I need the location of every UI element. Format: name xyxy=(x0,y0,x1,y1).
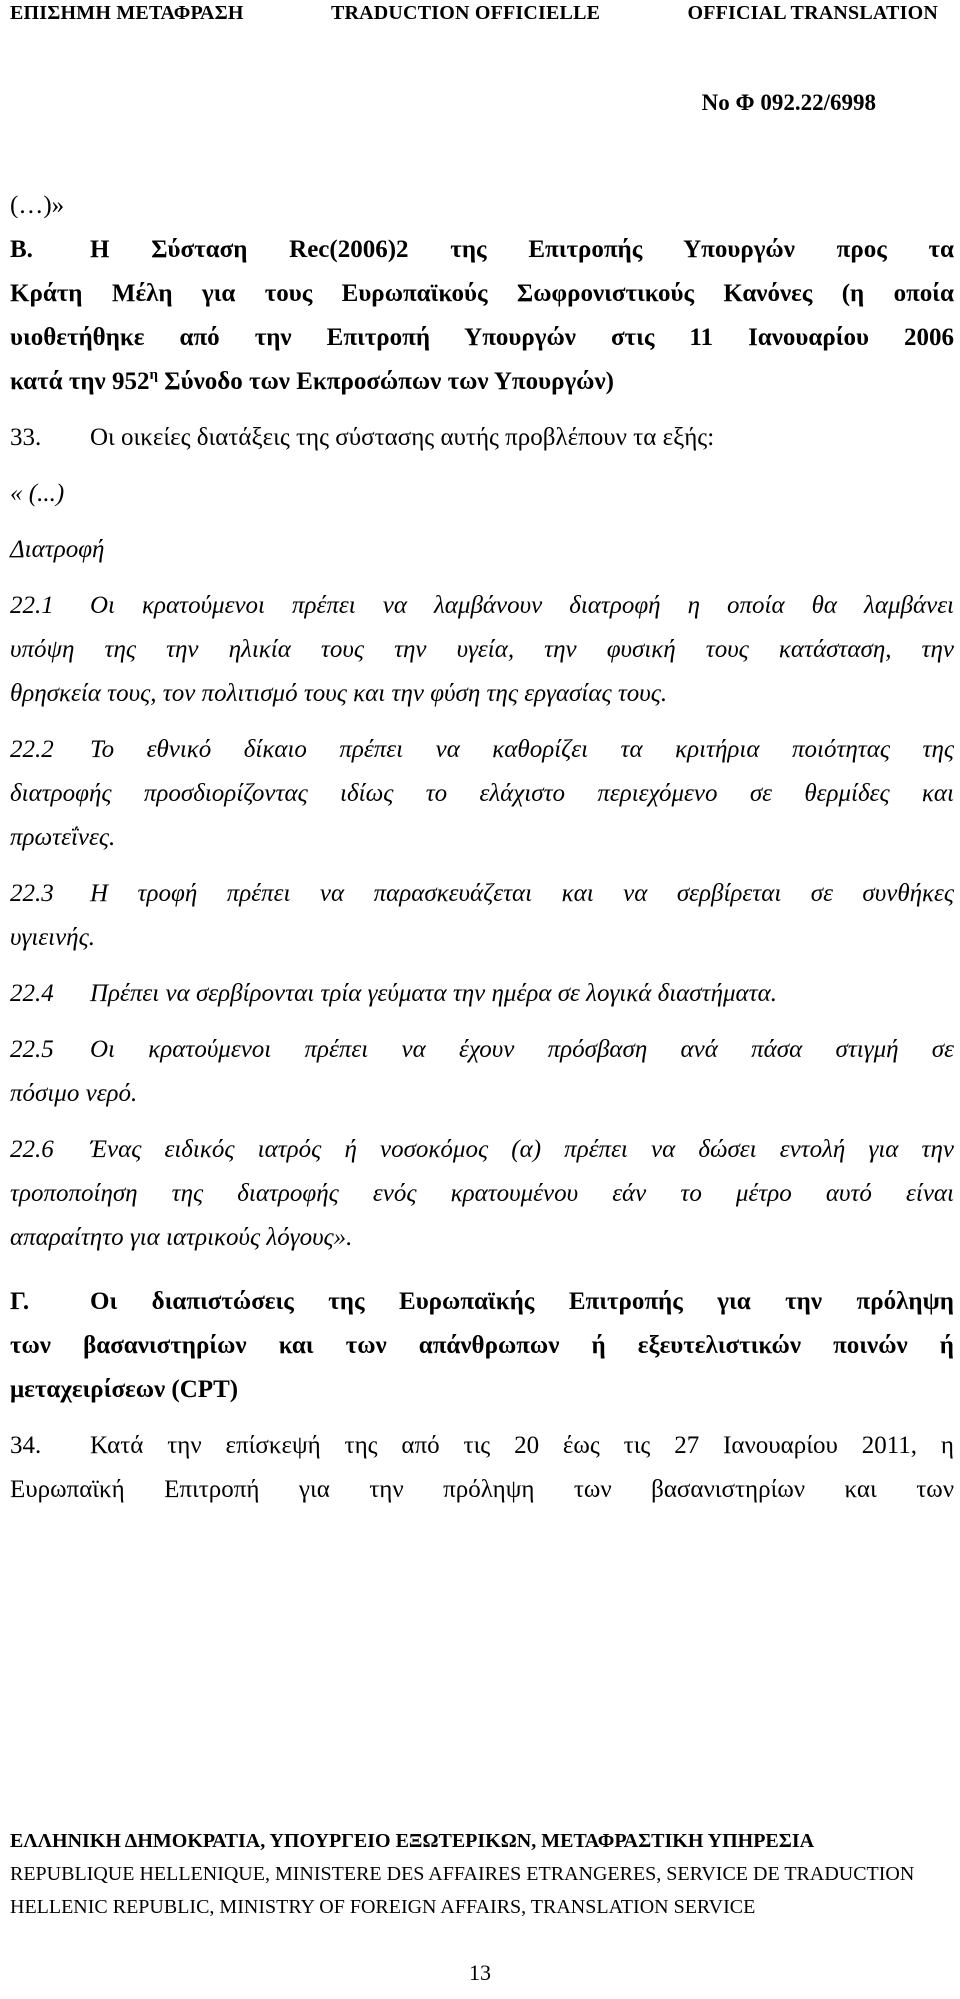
rule-line: Η τροφή πρέπει να παρασκευάζεται και να σερβίρεται σε συνθήκες xyxy=(90,880,954,907)
header-greek: ΕΠΙΣΗΜΗ ΜΕΤΑΦΡΑΣΗ xyxy=(10,1,244,24)
rule-22-2 xyxy=(10,728,954,860)
rule-number: 22.3 xyxy=(10,880,54,907)
section-b-line-4-pre: κατά την 952 xyxy=(10,368,150,395)
header-french: TRADUCTION OFFICIELLE xyxy=(330,1,601,24)
subheading-diet: Διατροφή xyxy=(10,536,105,563)
header-english: OFFICIAL TRANSLATION xyxy=(687,1,938,24)
document-body xyxy=(10,184,954,1512)
rule-line: Πρέπει να σερβίρονται τρία γεύματα την ημέρα σε λογικά διαστήματα. xyxy=(90,980,777,1007)
rule-line: πρωτεΐνες. xyxy=(10,824,116,851)
paragraph-34-line-1: Κατά την επίσκεψή της από τις 20 έως τις 27 Ιανουαρίου 2011, η xyxy=(90,1432,954,1459)
paragraph-33 xyxy=(10,416,954,460)
rule-number: 22.4 xyxy=(10,980,54,1007)
page-number: 13 xyxy=(469,1960,491,1985)
section-g-line-1: Οι διαπιστώσεις της Ευρωπαϊκής Επιτροπής για την πρόληψη xyxy=(90,1288,954,1315)
paragraph-34-number: 34. xyxy=(10,1432,42,1459)
rule-number: 22.6 xyxy=(10,1136,54,1163)
paragraph-33-number: 33. xyxy=(10,424,42,451)
paragraph-34-line-2: Ευρωπαϊκή Επιτροπή για την πρόληψη των βασανιστηρίων και των xyxy=(10,1476,954,1503)
section-b-line-1: Η Σύσταση Rec(2006)2 της Επιτροπής Υπουργών προς τα xyxy=(90,236,954,263)
rule-line: Οι κρατούμενοι πρέπει να έχουν πρόσβαση ανά πάσα στιγμή σε xyxy=(90,1036,954,1063)
rule-number: 22.2 xyxy=(10,736,54,763)
rule-22-1 xyxy=(10,584,954,716)
section-b-letter: Β. xyxy=(10,236,33,263)
section-g-letter: Γ. xyxy=(10,1288,30,1315)
section-b-line-3: υιοθετήθηκε από την Επιτροπή Υπουργών στις 11 Ιανουαρίου 2006 xyxy=(10,324,954,351)
document-number: Νο Φ 092.22/6998 xyxy=(701,90,876,115)
rule-line: διατροφής προσδιορίζοντας ιδίως το ελάχιστο περιεχόμενο σε θερμίδες και xyxy=(10,780,954,807)
quote-open: « (...) xyxy=(10,480,65,507)
rule-line: Το εθνικό δίκαιο πρέπει να καθορίζει τα κριτήρια ποιότητας της xyxy=(90,736,954,763)
ministry-footer xyxy=(10,1825,954,1924)
section-b-line-2: Κράτη Μέλη για τους Ευρωπαϊκούς Σωφρονιστικούς Κανόνες (η οποία xyxy=(10,280,954,307)
rule-line: υπόψη της την ηλικία τους την υγεία, την φυσική τους κατάσταση, την xyxy=(10,636,954,663)
rule-22-5 xyxy=(10,1028,954,1116)
rule-line: Οι κρατούμενοι πρέπει να λαμβάνουν διατροφή η οποία θα λαμβάνει xyxy=(90,592,954,619)
rule-number: 22.1 xyxy=(10,592,54,619)
official-translation-header xyxy=(0,0,960,26)
footer-greek: ΕΛΛΗΝΙΚΗ ΔΗΜΟΚΡΑΤΙΑ, ΥΠΟΥΡΓΕΙΟ ΕΞΩΤΕΡΙΚΩΝ, ΜΕΤΑΦΡΑΣΤΙΚΗ ΥΠΗΡΕΣΙΑ xyxy=(10,1830,815,1852)
section-b-line-4-post: Σύνοδο των Εκπροσώπων των Υπουργών) xyxy=(158,368,614,395)
rule-22-3 xyxy=(10,872,954,960)
rule-line: Ένας ειδικός ιατρός ή νοσοκόμος (α) πρέπει να δώσει εντολή για την xyxy=(90,1136,954,1163)
rule-line: πόσιμο νερό. xyxy=(10,1080,138,1107)
rule-line: υγιεινής. xyxy=(10,924,95,951)
footer-french: REPUBLIQUE HELLENIQUE, MINISTERE DES AFFAIRES ETRANGERES, SERVICE DE TRADUCTION xyxy=(10,1863,915,1885)
rule-line: τροποποίηση της διατροφής ενός κρατουμένου εάν το μέτρο αυτό είναι xyxy=(10,1180,954,1207)
section-b-line-4-sup: η xyxy=(149,367,159,383)
rule-line: θρησκεία τους, τον πολιτισμό τους και την φύση της εργασίας τους. xyxy=(10,680,668,707)
footer-english: HELLENIC REPUBLIC, MINISTRY OF FOREIGN AFFAIRS, TRANSLATION SERVICE xyxy=(10,1896,756,1918)
rule-number: 22.5 xyxy=(10,1036,54,1063)
section-g-heading xyxy=(10,1280,954,1412)
rule-22-4 xyxy=(10,972,954,1016)
paragraph-34 xyxy=(10,1424,954,1512)
opening-quote: (…)» xyxy=(10,192,65,219)
rule-line: απαραίτητο για ιατρικούς λόγους». xyxy=(10,1224,353,1251)
section-g-line-2: των βασανιστηρίων και των απάνθρωπων ή εξευτελιστικών ποινών ή xyxy=(10,1332,954,1359)
section-g-line-3: μεταχειρίσεων (CPT) xyxy=(10,1376,239,1403)
section-b-heading xyxy=(10,228,954,404)
rule-22-6 xyxy=(10,1128,954,1260)
paragraph-33-text: Οι οικείες διατάξεις της σύστασης αυτής προβλέπουν τα εξής: xyxy=(90,424,715,451)
